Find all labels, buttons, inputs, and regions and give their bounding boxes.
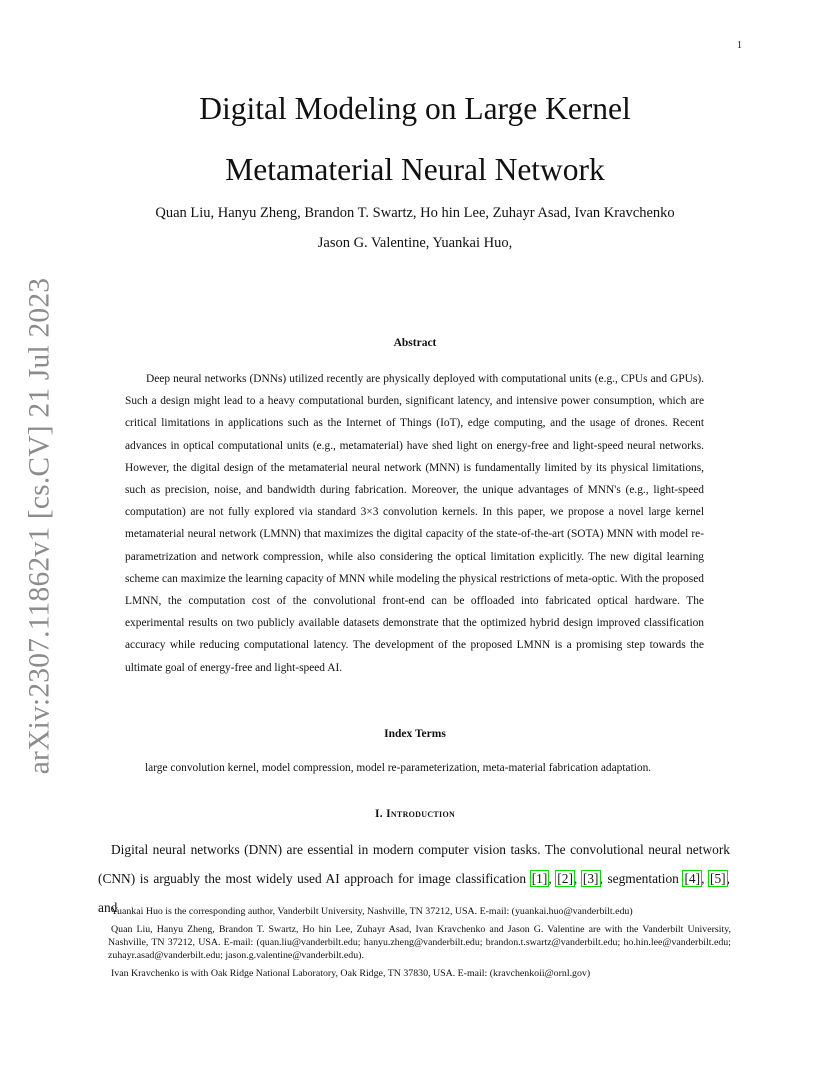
intro-text-before: Digital neural networks (DNN) are essential in modern computer vision tasks. The convolutional neural network (CNN) is arguably the most widely used AI approach for image classification (98, 842, 730, 886)
title-line-2: Metamaterial Neural Network (225, 152, 605, 187)
cite-sep-1: , (548, 871, 557, 886)
authors-line-1: Quan Liu, Hanyu Zheng, Brandon T. Swartz, Ho hin Lee, Zuhayr Asad, Ivan Kravchenko (155, 205, 675, 221)
page-number: 1 (737, 40, 742, 51)
abstract-text: Deep neural networks (DNNs) utilized recently are physically deployed with computational units (e.g., CPUs and GPUs). Such a design might lead to a heavy computational burden, significant latency, and intensive power consumption, which are critical limitations in applications such as the Internet of Things (IoT), edge computing, and the usage of drones. Recent advances in optical computational units (e.g., metamaterial) have shed light on energy-free and light-speed neural networks. However, the digital design of the metamaterial neural network (MNN) is fundamentally limited by its physical limitations, such as precision, noise, and bandwidth during fabrication. Moreover, the unique advantages of MNN's (e.g., light-speed computation) are not fully explored via standard 3×3 convolution kernels. In this paper, we propose a novel large kernel metamaterial neural network (LMNN) that maximizes the digital capacity of the state-of-the-art (SOTA) MNN with model re-parametrization and network compression, while also considering the optical limitation explicitly. The new digital learning scheme can maximize the learning capacity of MNN while modeling the physical restrictions of meta-optic. With the proposed LMNN, the computation cost of the convolutional front-end can be offloaded into fabricated optical hardware. The experimental results on two publicly available datasets demonstrate that the optimized hybrid design improved classification accuracy while reducing computational latency. The development of the proposed LMNN is a promising step towards the ultimate goal of energy-free and light-speed AI. (125, 373, 704, 674)
abstract-heading: Abstract (393, 337, 437, 349)
citation-link-4[interactable]: [4] (684, 871, 701, 886)
citation-link-2[interactable]: [2] (557, 871, 573, 886)
footnotes (108, 905, 731, 985)
cite-sep-2: , (573, 871, 582, 886)
arxiv-identifier-text: arXiv:2307.11862v1 [cs.CV] 21 Jul 2023 (23, 277, 56, 775)
section-title: Introduction (386, 808, 456, 820)
intro-text-after: , and (98, 871, 731, 915)
index-terms-heading: Index Terms (384, 728, 446, 740)
title-line-1: Digital Modeling on Large Kernel (199, 91, 631, 126)
authors-line-2: Jason G. Valentine, Yuankai Huo, (317, 235, 513, 251)
cite-sep-3: , (701, 871, 710, 886)
citation-link-5[interactable]: [5] (710, 871, 726, 886)
footnote-corresponding-author: Yuankai Huo is the corresponding author, Vanderbilt University, Nashville, TN 37212, USA. E-mail: (yuankai.huo@vanderbilt.edu) (111, 906, 633, 917)
paper-title (60, 78, 770, 200)
author-list (60, 198, 770, 258)
footnote-ornl: Ivan Kravchenko is with Oak Ridge National Laboratory, Oak Ridge, TN 37830, USA. E-mail: (kravchenkoii@ornl.gov) (111, 968, 591, 979)
section-number: I. (374, 808, 387, 820)
citation-link-1[interactable]: [1] (531, 871, 548, 886)
intro-text-mid: , segmentation (599, 871, 684, 886)
section-heading-introduction (60, 808, 770, 820)
citation-link-3[interactable]: [3] (582, 871, 599, 886)
footnote-affiliations: Quan Liu, Hanyu Zheng, Brandon T. Swartz, Ho hin Lee, Zuhayr Asad, Ivan Kravchenko and Jason G. Valentine are with the Vanderbilt University, Nashville, TN 37212, USA. E-mail: (quan.liu@vanderbilt.edu; hanyu.zheng@vanderbilt.edu; brandon.t.swartz@vanderbilt.edu; ho.hin.lee@vanderbilt.edu; zuhayr.asad@vanderbilt.edu; jason.g.valentine@vanderbilt.edu). (108, 924, 731, 961)
index-terms-text: large convolution kernel, model compression, model re-parameterization, meta-material fabrication adaptation. (145, 762, 652, 774)
